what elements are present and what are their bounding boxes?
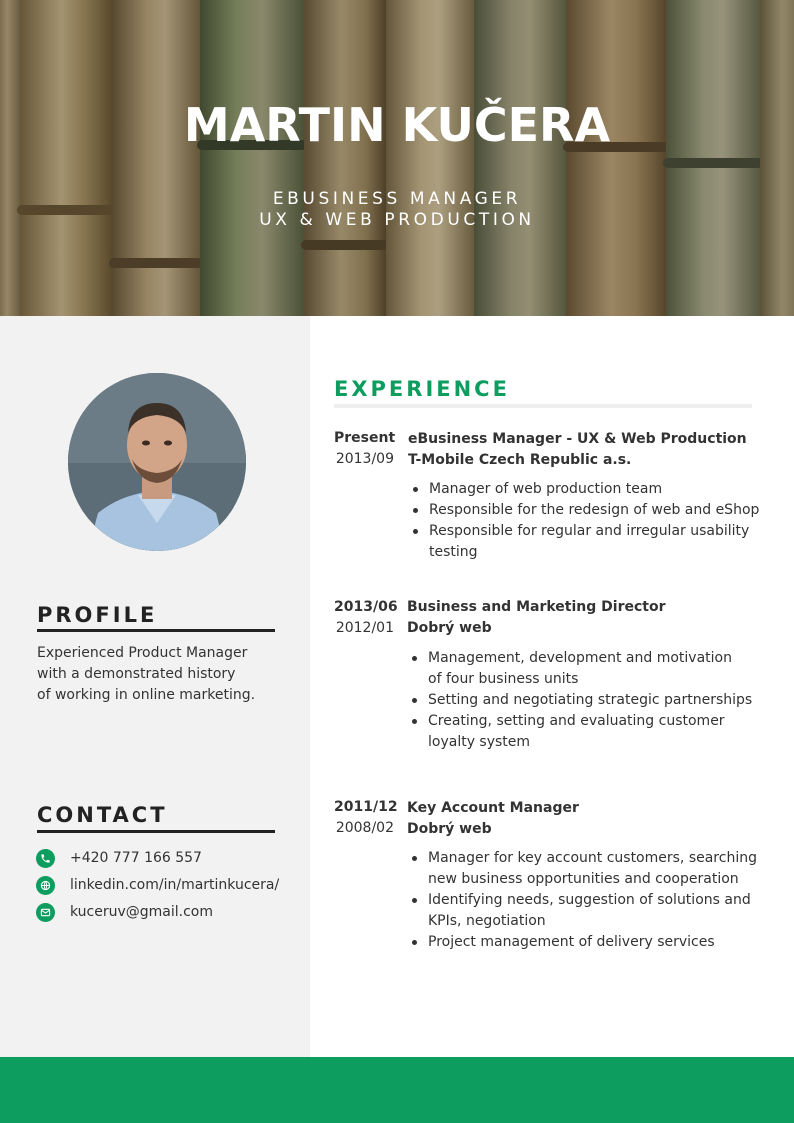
profile-summary bbox=[37, 643, 297, 706]
job-bullet: Creating, setting and evaluating customer loyalty system bbox=[408, 711, 778, 753]
job-date-end: 2013/06 bbox=[334, 599, 398, 615]
job-date-end: Present bbox=[334, 430, 396, 446]
experience-divider bbox=[334, 404, 752, 408]
job-company: T-Mobile Czech Republic a.s. bbox=[408, 452, 632, 468]
globe-icon bbox=[36, 876, 55, 895]
job-title-line-1: EBUSINESS MANAGER bbox=[272, 189, 522, 209]
contact-divider bbox=[37, 830, 275, 833]
job-bullets bbox=[408, 848, 784, 953]
job-date-start: 2008/02 bbox=[335, 820, 394, 836]
header-overlay bbox=[0, 0, 794, 316]
profile-line: of working in online marketing. bbox=[37, 687, 256, 703]
job-bullets bbox=[409, 479, 779, 563]
header-banner bbox=[0, 0, 794, 316]
job-bullet: Management, development and motivation of four business units bbox=[408, 648, 778, 690]
job-date-start: 2013/09 bbox=[335, 451, 394, 467]
job-company: Dobrý web bbox=[407, 821, 492, 837]
linkedin-url: linkedin.com/in/martinkucera/ bbox=[70, 877, 280, 893]
email-icon bbox=[36, 903, 55, 922]
contact-heading: CONTACT bbox=[37, 803, 168, 827]
job-role: Key Account Manager bbox=[407, 800, 579, 816]
profile-line: with a demonstrated history bbox=[37, 666, 236, 682]
job-role: Business and Marketing Director bbox=[407, 599, 666, 615]
phone-number: +420 777 166 557 bbox=[70, 850, 202, 866]
email-address: kuceruv@gmail.com bbox=[70, 904, 214, 920]
candidate-name: MARTIN KUČERA bbox=[183, 98, 611, 152]
job-company: Dobrý web bbox=[407, 620, 492, 636]
job-bullet: Manager for key account customers, searching new business opportunities and cooperation bbox=[408, 848, 784, 890]
contact-phone[interactable] bbox=[36, 848, 202, 868]
job-date-end: 2011/12 bbox=[334, 799, 398, 815]
job-bullet: Project management of delivery services bbox=[408, 932, 784, 953]
job-bullet: Responsible for regular and irregular usability testing bbox=[409, 521, 779, 563]
job-bullet: Setting and negotiating strategic partnerships bbox=[408, 690, 778, 711]
job-bullet: Identifying needs, suggestion of solutions and KPIs, negotiation bbox=[408, 890, 784, 932]
profile-line: Experienced Product Manager bbox=[37, 645, 248, 661]
footer-bar bbox=[0, 1057, 794, 1123]
job-bullet: Manager of web production team bbox=[409, 479, 779, 500]
job-bullets bbox=[408, 648, 778, 753]
job-title-line-2: UX & WEB PRODUCTION bbox=[259, 210, 535, 230]
profile-divider bbox=[37, 629, 275, 632]
contact-linkedin[interactable] bbox=[36, 875, 279, 895]
contact-email[interactable] bbox=[36, 902, 213, 922]
job-date-start: 2012/01 bbox=[335, 620, 394, 636]
job-bullet: Responsible for the redesign of web and eShop bbox=[409, 500, 779, 521]
job-role: eBusiness Manager - UX & Web Production bbox=[408, 431, 747, 447]
phone-icon bbox=[36, 849, 55, 868]
profile-heading: PROFILE bbox=[37, 603, 158, 627]
profile-photo bbox=[68, 373, 246, 551]
experience-heading: EXPERIENCE bbox=[334, 377, 510, 401]
